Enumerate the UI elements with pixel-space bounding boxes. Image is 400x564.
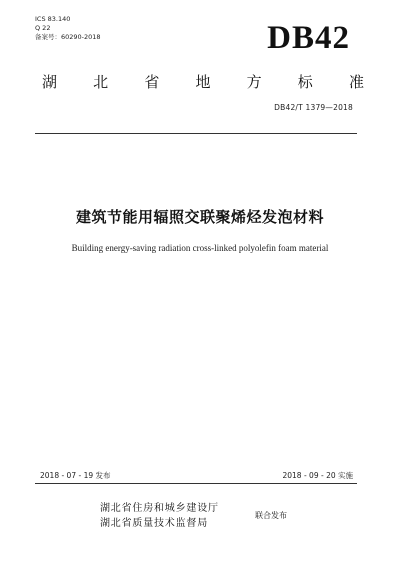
document-title-en: Building energy-saving radiation cross-linked polyolefin foam material [71, 243, 329, 253]
ccs-code: Q 22 [35, 24, 51, 32]
standard-type-char: 方 [246, 73, 262, 91]
standard-type-char: 标 [297, 73, 313, 91]
issuing-authorities [100, 501, 219, 531]
issuer-quality-bureau: 湖北省质量技术监督局 [100, 518, 208, 529]
standard-type-char: 湖 [42, 73, 58, 91]
issuer-housing-department: 湖北省住房和城乡建设厅 [100, 503, 219, 514]
standard-number: DB42/T 1379—2018 [274, 103, 353, 112]
standard-type-char: 地 [195, 73, 211, 91]
bottom-divider [35, 483, 357, 484]
standard-type-heading [42, 71, 364, 92]
top-divider [35, 133, 357, 134]
document-title-cn: 建筑节能用辐照交联聚烯烃发泡材料 [75, 208, 324, 226]
issue-date: 2018 - 07 - 19 发布 [40, 471, 111, 480]
standard-type-char: 北 [93, 73, 109, 91]
ics-code: ICS 83.140 [35, 15, 71, 23]
implementation-date: 2018 - 09 - 20 实施 [282, 471, 353, 480]
db42-logo: DB42 [267, 20, 350, 56]
joint-release-label: 联合发布 [255, 511, 287, 520]
standard-type-char: 省 [144, 73, 160, 91]
standard-type-char: 准 [348, 73, 364, 91]
record-number: 备案号：60290-2018 [35, 33, 101, 41]
